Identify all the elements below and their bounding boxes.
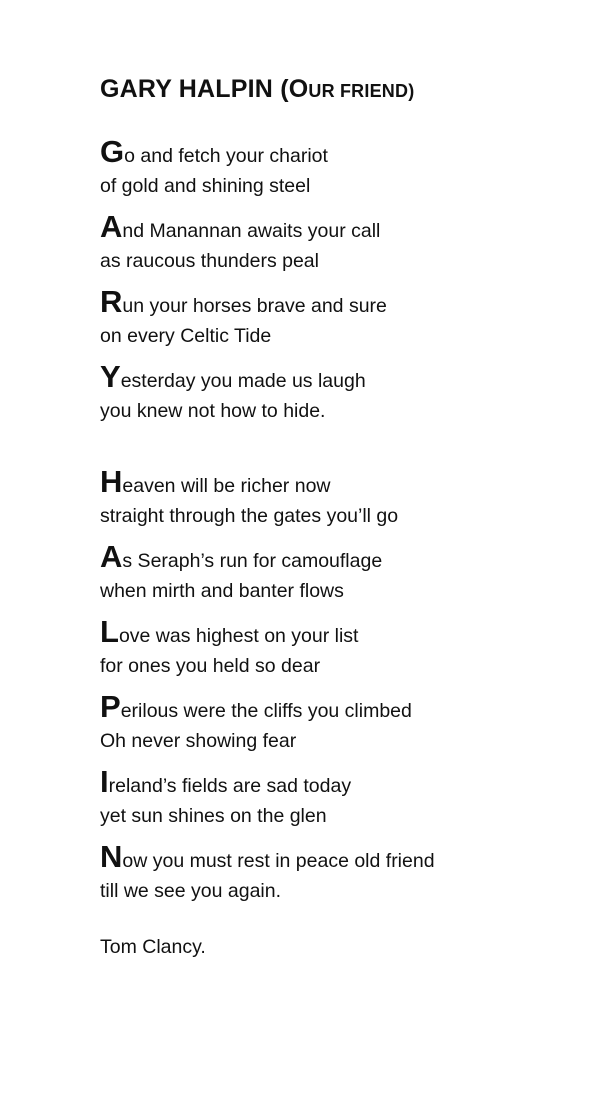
verse-line-2: till we see you again. bbox=[100, 880, 282, 902]
poem-author: Tom Clancy. bbox=[100, 936, 206, 958]
poem-title bbox=[100, 72, 570, 108]
verse-line-1-text: esterday you made us laugh bbox=[120, 370, 366, 392]
verse-initial: A bbox=[100, 209, 123, 244]
verse-line-1-text: un your horses brave and sure bbox=[122, 295, 387, 317]
verse-line-1 bbox=[100, 839, 570, 875]
verse-initial: L bbox=[100, 614, 119, 649]
verse-initial: I bbox=[100, 764, 109, 799]
verse-line-2: Oh never showing fear bbox=[100, 730, 297, 752]
verse-initial: A bbox=[100, 539, 123, 574]
verse-initial: P bbox=[100, 689, 121, 724]
verse bbox=[100, 209, 570, 278]
verse-line-1-text: erilous were the cliffs you climbed bbox=[120, 700, 412, 722]
verse-initial: N bbox=[100, 839, 123, 874]
poem-title-paren-open: ( bbox=[280, 75, 289, 103]
verse bbox=[100, 464, 570, 533]
verse-line-1-text: ow you must rest in peace old friend bbox=[122, 850, 435, 872]
verse-initial: H bbox=[100, 464, 123, 499]
verse bbox=[100, 689, 570, 758]
verse-line-1-text: eaven will be richer now bbox=[122, 475, 331, 497]
poem-title-paren-first: O bbox=[288, 75, 309, 103]
verse-line-1 bbox=[100, 209, 570, 245]
verse bbox=[100, 839, 570, 908]
verse bbox=[100, 614, 570, 683]
verse-initial: Y bbox=[100, 359, 121, 394]
verse-line-1-text: nd Manannan awaits your call bbox=[122, 220, 381, 242]
verse-line-1 bbox=[100, 539, 570, 575]
verse-line-1 bbox=[100, 764, 570, 800]
poem-page bbox=[100, 72, 570, 962]
verse-line-1-text: s Seraph’s run for camouflage bbox=[122, 550, 383, 572]
verse bbox=[100, 764, 570, 833]
stanza-1 bbox=[100, 134, 570, 428]
verse-line-2: for ones you held so dear bbox=[100, 655, 321, 677]
verse bbox=[100, 539, 570, 608]
verse bbox=[100, 359, 570, 428]
poem-title-main: GARY HALPIN bbox=[100, 75, 281, 103]
verse-line-2: when mirth and banter flows bbox=[100, 580, 344, 602]
verse-line-1-text: reland’s fields are sad today bbox=[108, 775, 352, 797]
verse-line-1 bbox=[100, 689, 570, 725]
verse-line-2: as raucous thunders peal bbox=[100, 250, 319, 272]
verse-initial: R bbox=[100, 284, 123, 319]
verse-line-1 bbox=[100, 359, 570, 395]
verse-line-2: on every Celtic Tide bbox=[100, 325, 272, 347]
stanza-2 bbox=[100, 464, 570, 908]
verse-line-1 bbox=[100, 614, 570, 650]
verse-line-2: straight through the gates you’ll go bbox=[100, 505, 399, 527]
verse-line-1 bbox=[100, 284, 570, 320]
verse-line-1-text: o and fetch your chariot bbox=[124, 145, 328, 167]
verse-line-2: you knew not how to hide. bbox=[100, 400, 326, 422]
verse bbox=[100, 134, 570, 203]
verse bbox=[100, 284, 570, 353]
verse-line-1-text: ove was highest on your list bbox=[118, 625, 359, 647]
verse-line-1 bbox=[100, 464, 570, 500]
verse-line-2: of gold and shining steel bbox=[100, 175, 311, 197]
verse-line-2: yet sun shines on the glen bbox=[100, 805, 327, 827]
poem-title-paren-rest: UR FRIEND) bbox=[308, 81, 415, 101]
verse-initial: G bbox=[100, 134, 125, 169]
verse-line-1 bbox=[100, 134, 570, 170]
